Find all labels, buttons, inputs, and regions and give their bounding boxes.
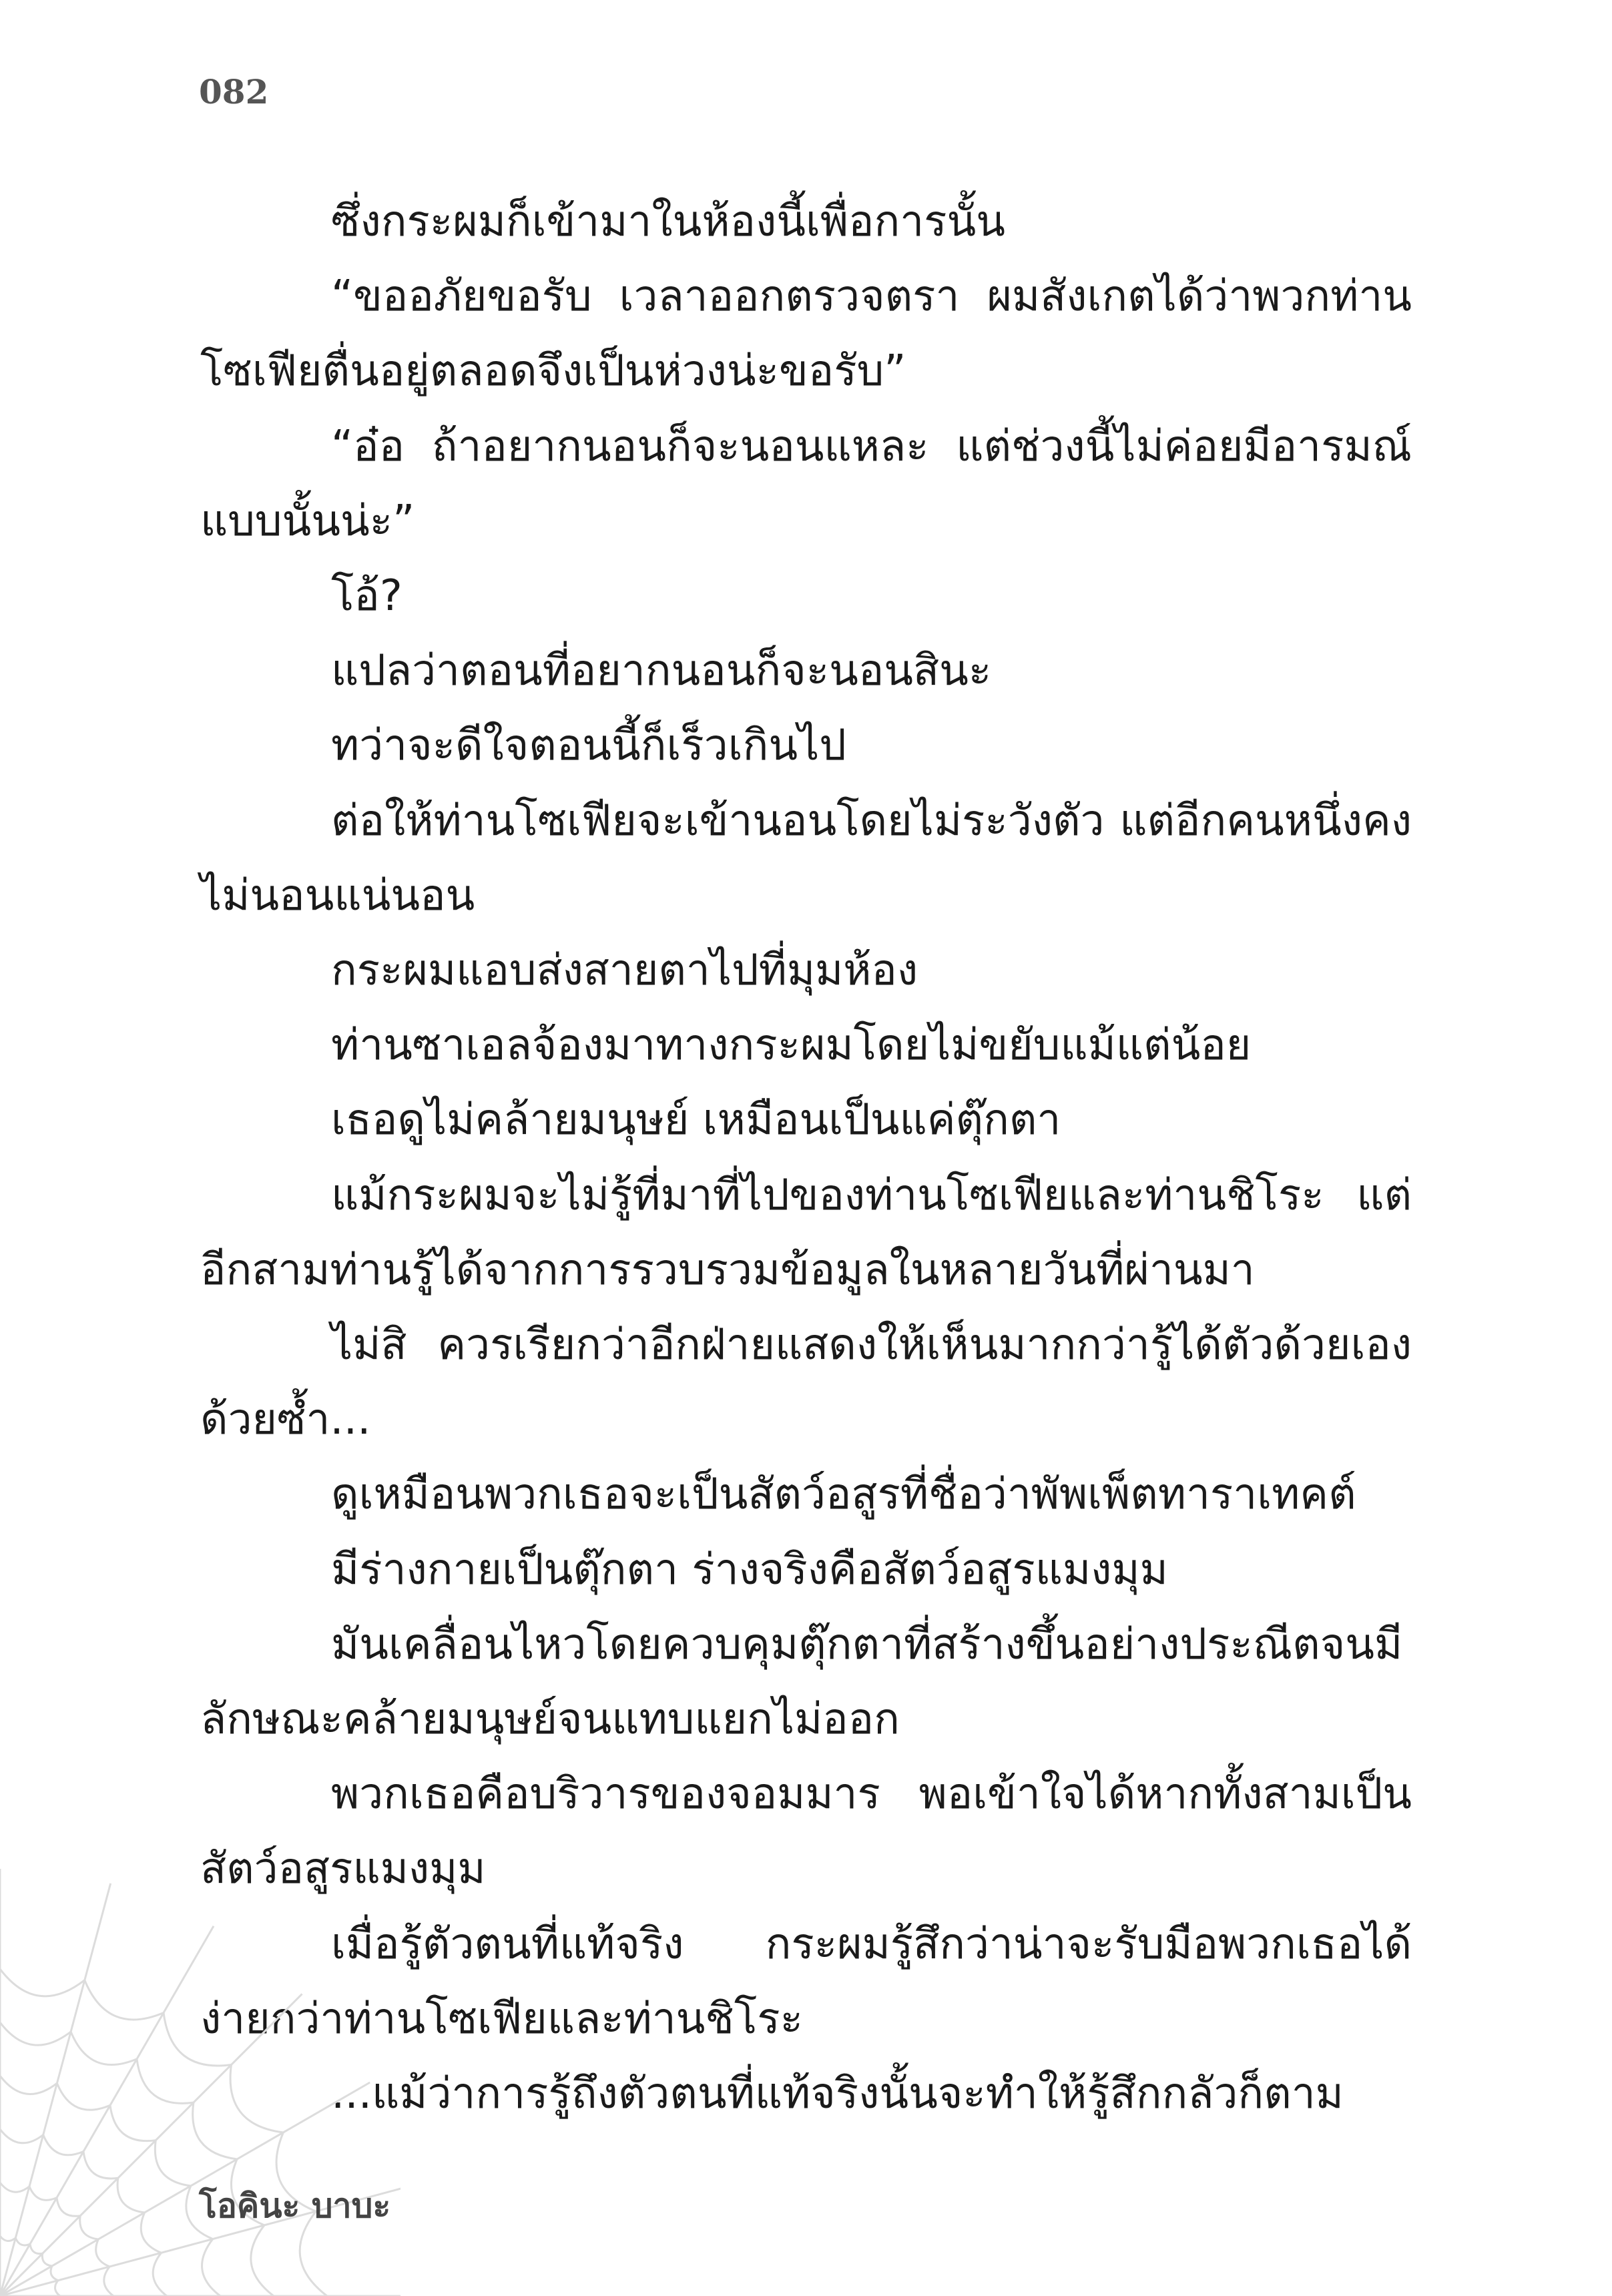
paragraph: กระผมแอบส่งสายตาไปที่มุมห้อง [331,946,918,996]
paragraph: เมื่อรู้ตัวตนที่แท้จริง กระผมรู้สึกว่าน่าจะรับมือพวกเธอได้ง่ายกว่าท่านโซเฟียและท่านชิโระ [200,1919,1412,2044]
author-name: โอคินะ บาบะ [199,2187,391,2225]
paragraph: พวกเธอคือบริวารของจอมมาร พอเข้าใจได้หากทั้งสามเป็นสัตว์อสูรแมงมุม [200,1769,1412,1894]
paragraph: ท่านซาเอลจ้องมาทางกระผมโดยไม่ขยับแม้แต่น้อย [331,1021,1252,1071]
paragraph: มันเคลื่อนไหวโดยควบคุมตุ๊กตาที่สร้างขึ้นอย่างประณีตจนมีลักษณะคล้ายมนุษย์จนแทบแยกไม่ออก [200,1619,1403,1745]
paragraph: แม้กระผมจะไม่รู้ที่มาที่ไปของท่านโซเฟียและท่านชิโระ แต่อีกสามท่านรู้ได้จากการรวบรวมข้อมูลในหลายวันที่ผ่านมา [200,1170,1412,1295]
paragraph: เธอดูไม่คล้ายมนุษย์ เหมือนเป็นแค่ตุ๊กตา [331,1095,1061,1145]
paragraph: “อ๋อ ถ้าอยากนอนก็จะนอนแหละ แต่ช่วงนี้ไม่ค่อยมีอารมณ์แบบนั้นน่ะ” [200,421,1412,546]
paragraph: โอ้? [331,571,402,621]
body-text [200,184,1412,2131]
paragraph: ...แม้ว่าการรู้ถึงตัวตนที่แท้จริงนั้นจะทำให้รู้สึกกลัวก็ตาม [331,2069,1344,2119]
paragraph: “ขออภัยขอรับ เวลาออกตรวจตรา ผมสังเกตได้ว่าพวกท่านโซเฟียตื่นอยู่ตลอดจึงเป็นห่วงน่ะขอรับ” [200,272,1412,396]
paragraph: ไม่สิ ควรเรียกว่าอีกฝ่ายแสดงให้เห็นมากกว่ารู้ได้ตัวด้วยเองด้วยซ้ำ... [200,1320,1412,1445]
paragraph: ต่อให้ท่านโซเฟียจะเข้านอนโดยไม่ระวังตัว แต่อีกคนหนึ่งคงไม่นอนแน่นอน [200,796,1412,920]
paragraph: แปลว่าตอนที่อยากนอนก็จะนอนสินะ [331,646,992,696]
paragraph: ซึ่งกระผมก็เข้ามาในห้องนี้เพื่อการนั้น [331,197,1005,246]
paragraph: ทว่าจะดีใจตอนนี้ก็เร็วเกินไป [331,721,846,771]
paragraph: ดูเหมือนพวกเธอจะเป็นสัตว์อสูรที่ชื่อว่าพัพเพ็ตทาราเทคต์ [331,1470,1356,1520]
paragraph: มีร่างกายเป็นตุ๊กตา ร่างจริงคือสัตว์อสูรแมงมุม [331,1544,1168,1595]
page-number: 082 [199,72,269,111]
